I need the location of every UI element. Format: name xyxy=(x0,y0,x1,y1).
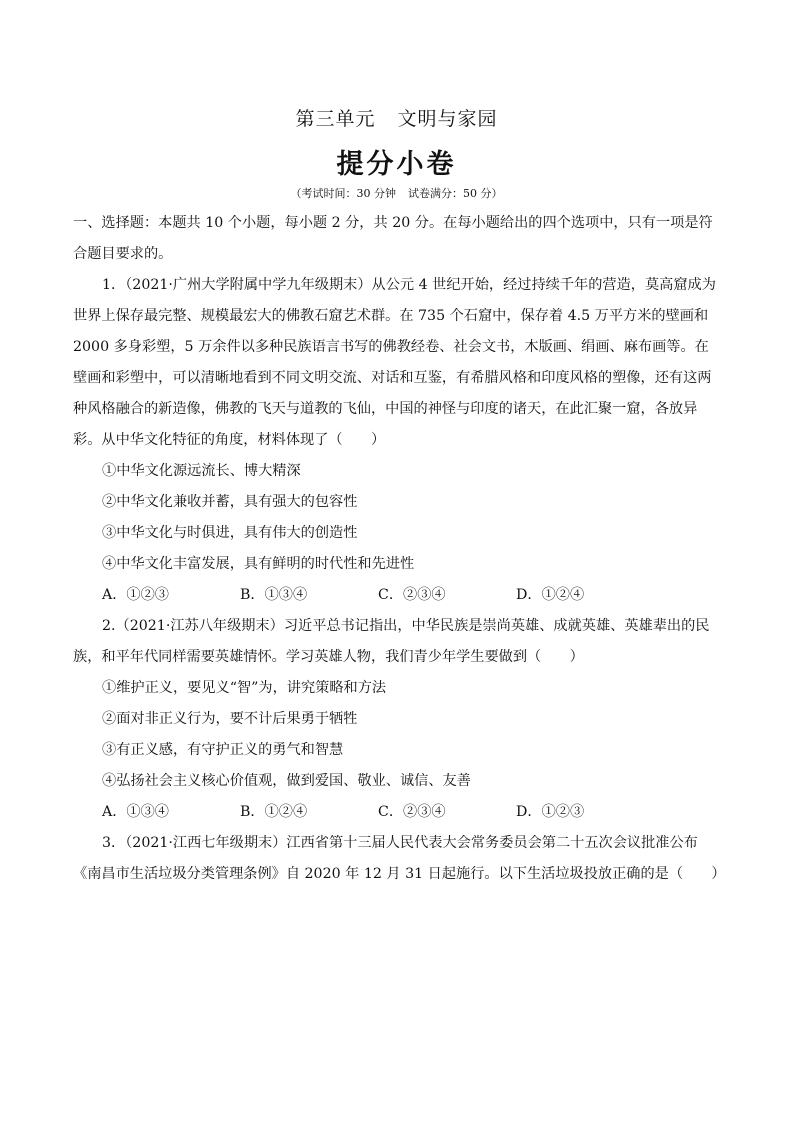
question-2-stem: 2.（2021·江苏八年级期末）习近平总书记指出，中华民族是崇尚英雄、成就英雄、英雄辈出的民族，和平年代同样需要英雄情怀。学习英雄人物，我们青少年学生要做到（ ） xyxy=(73,618,710,665)
section-heading: 一、选择题：本题共 10 个小题，每小题 2 分，共 20 分。在每小题给出的四个选项中，只有一项是符合题目要求的。 xyxy=(73,215,713,262)
question-1-option: ②中华文化兼收并蓄，具有强大的包容性 xyxy=(102,494,358,510)
question-2-option: ②面对非正义行为，要不计后果勇于牺牲 xyxy=(102,711,358,727)
choice-d: D．①②④ xyxy=(516,587,585,603)
choice-d: D．①②③ xyxy=(516,804,585,820)
question-1-option: ④中华文化丰富发展，具有鲜明的时代性和先进性 xyxy=(102,556,415,572)
choice-a: A．①②③ xyxy=(102,587,169,603)
question-1-stem: 1．（2021·广州大学附属中学九年级期末）从公元 4 世纪开始，经过持续千年的营造，莫高窟成为世界上保存最完整、规模最宏大的佛教石窟艺术群。在 735 个石窟中，保存着 4.5 万平方米的壁画和 2000 多身彩塑，5 万余件以多种民族语言书写的佛教经卷、社会文书，木版画、绢画、麻布画等。在壁画和彩塑中，可以清晰地看到不同文明交流、对话和互鉴，有希腊风格和印度风格的塑像，还有这两种风格融合的新造像，佛教的飞天与道教的飞仙，中国的神怪与印度的诸天，在此汇聚一窟，各放异彩。从中华文化特征的角度，材料体现了（ ） xyxy=(73,277,716,448)
main-title: 提分小卷 xyxy=(336,149,457,180)
question-2-choices xyxy=(73,797,723,828)
question-2-option: ①维护正义，要见义“智”为，讲究策略和方法 xyxy=(102,680,387,696)
choice-b: B．①②④ xyxy=(240,804,308,820)
unit-label: 第三单元 xyxy=(295,108,376,130)
choice-b: B．①③④ xyxy=(240,587,308,603)
exam-score: 试卷满分：50 分） xyxy=(408,187,503,200)
question-1-option: ①中华文化源远流长、博大精深 xyxy=(102,463,301,479)
exam-time: （考试时间：30 分钟 xyxy=(290,187,396,200)
question-section xyxy=(73,208,726,890)
question-1-choices xyxy=(73,580,723,611)
question-3-stem: 3．（2021·江西七年级期末）江西省第十三届人民代表大会常务委员会第二十五次会议批准公布《南昌市生活垃圾分类管理条例》自 2020 年 12 月 31 日起施行。以下生活垃圾投放正确的是（ ） xyxy=(73,835,726,882)
choice-c: C．②③④ xyxy=(378,587,446,603)
choice-c: C．②③④ xyxy=(378,804,446,820)
question-1-option: ③中华文化与时俱进，具有伟大的创造性 xyxy=(102,525,358,541)
unit-title xyxy=(0,104,793,131)
exam-info xyxy=(0,185,793,201)
question-2-option: ④弘扬社会主义核心价值观，做到爱国、敬业、诚信、友善 xyxy=(102,773,471,789)
unit-theme: 文明与家园 xyxy=(397,108,498,130)
question-2-option: ③有正义感，有守护正义的勇气和智慧 xyxy=(102,742,344,758)
choice-a: A．①③④ xyxy=(102,804,169,820)
